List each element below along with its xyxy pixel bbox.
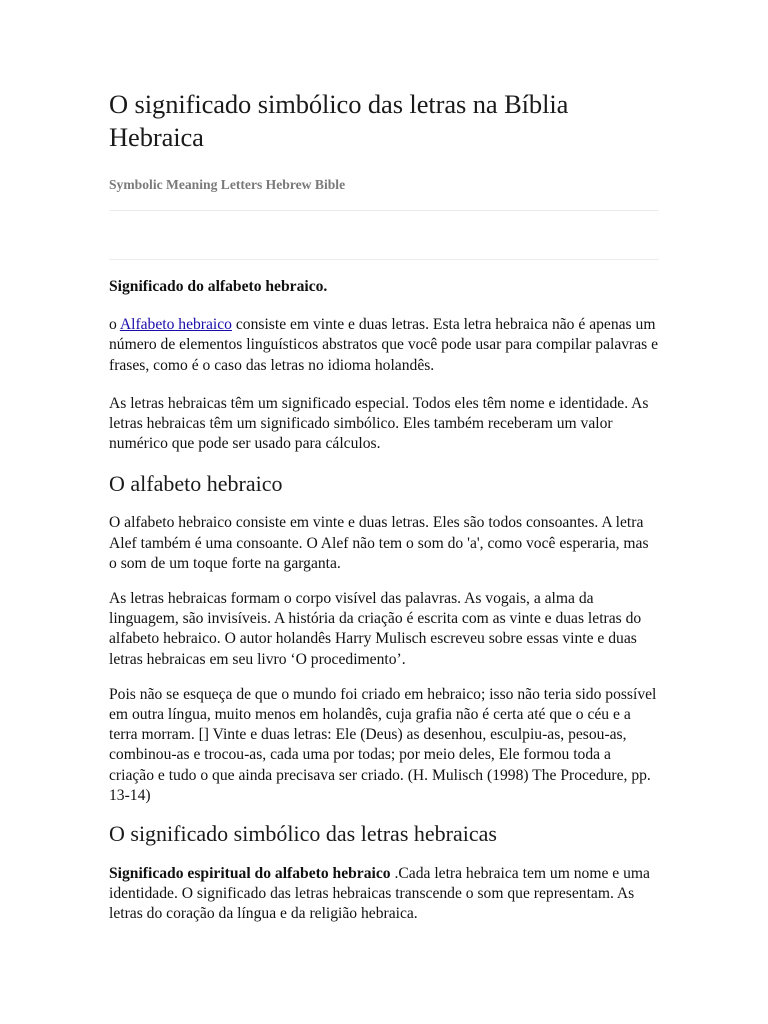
paragraph-quote: Pois não se esqueça de que o mundo foi criado em hebraico; isso não teria sido possível em outra língua, muito menos em holandês, cuja grafia não é certa até que o céu e a terra morram. [] Vinte e duas letras: Ele (Deus) as desenhou, esculpiu-as, pesou-as, combinou-as e trocou-as, cada uma por todas; por meio deles, Ele formou toda a criação e tudo o que ainda precisava ser criado. (H. Mulisch (1998) The Procedure, pp. 13-14) [109, 685, 657, 804]
paragraph-spiritual [109, 864, 659, 925]
section-heading-symbolic: O significado simbólico das letras hebraicas [109, 821, 497, 847]
paragraph-spiritual-bold: Significado espiritual do alfabeto hebraico [109, 865, 391, 883]
article [109, 88, 659, 925]
divider-bottom [109, 259, 659, 260]
alfabeto-hebraico-link[interactable]: Alfabeto hebraico [119, 316, 232, 334]
paragraph-intro [109, 315, 659, 376]
paragraph-spiritual-rest: .Cada letra hebraica tem um nome e uma identidade. O significado das letras hebraicas transcende o som que representam. As letras do coração da língua e da religião hebraica. [109, 865, 650, 923]
page-title: O significado simbólico das letras na Bíblia Hebraica [109, 89, 569, 152]
paragraph-vowels: As letras hebraicas formam o corpo visível das palavras. As vogais, a alma da linguagem, são invisíveis. A história da criação é escrita com as vinte e duas letras do alfabeto hebraico. O autor holandês Harry Mulisch escreveu sobre essas vinte e duas letras hebraicas em seu livro ‘O procedimento’. [109, 590, 642, 668]
divider-top [109, 210, 659, 211]
paragraph-intro-rest: consiste em vinte e duas letras. Esta letra hebraica não é apenas um número de elementos linguísticos abstratos que você pode usar para compilar palavras e frases, como é o caso das letras no idioma holandês. [109, 316, 659, 374]
paragraph-consonants: O alfabeto hebraico consiste em vinte e duas letras. Eles são todos consoantes. A letra Alef também é uma consoante. O Alef não tem o som do 'a', como você esperaria, mas o som de um toque forte na garganta. [109, 514, 649, 572]
page-subtitle: Symbolic Meaning Letters Hebrew Bible [109, 177, 346, 192]
section-heading-alphabet: O alfabeto hebraico [109, 471, 283, 497]
paragraph-intro-prefix: o [109, 316, 120, 334]
lead-heading: Significado do alfabeto hebraico. [109, 278, 328, 295]
paragraph-meaning: As letras hebraicas têm um significado especial. Todos eles têm nome e identidade. As letras hebraicas têm um significado simbólico. Eles também receberam um valor numérico que pode ser usado para cálculos. [109, 394, 649, 453]
